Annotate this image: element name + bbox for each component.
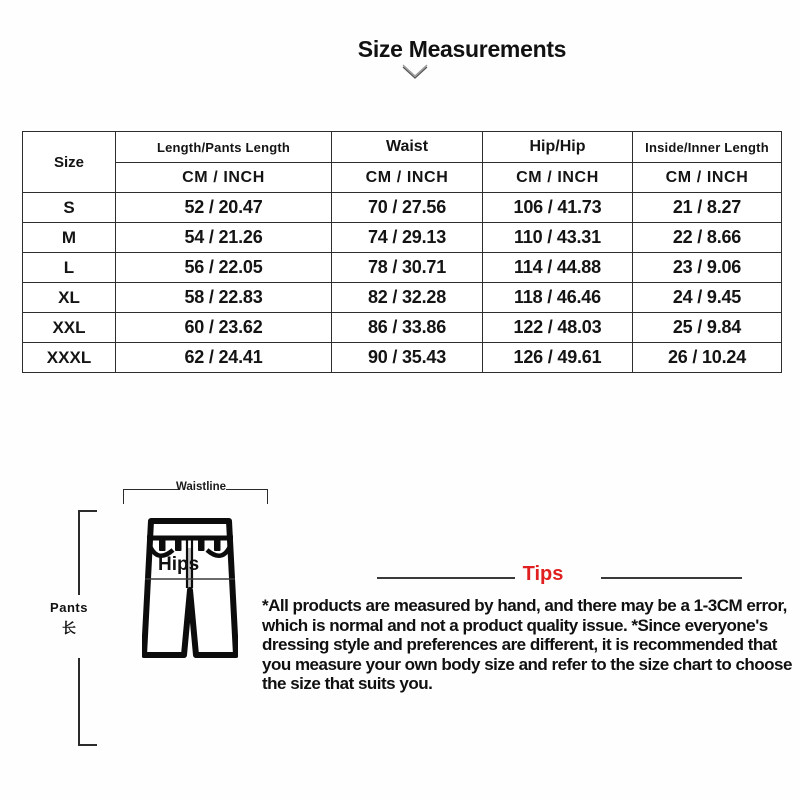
length-value: 52 / 20.47 <box>116 193 332 223</box>
pants-length-bracket-line <box>78 510 80 595</box>
waistline-label: Waistline <box>175 481 227 493</box>
column-header-inside: Inside/Inner Length <box>633 132 782 163</box>
column-header-hip: Hip/Hip <box>483 132 633 163</box>
waist-value: 78 / 30.71 <box>332 253 483 283</box>
tips-divider-right <box>601 577 742 579</box>
table-row <box>23 313 782 343</box>
pants-icon <box>142 518 238 658</box>
inside-value: 25 / 9.84 <box>633 313 782 343</box>
pants-label-cn-text: 长 <box>62 620 76 636</box>
unit-cell: CM / INCH <box>116 163 332 193</box>
pants-length-label <box>38 600 100 638</box>
size-label: XXL <box>23 313 116 343</box>
size-label: S <box>23 193 116 223</box>
size-label: L <box>23 253 116 283</box>
inside-value: 22 / 8.66 <box>633 223 782 253</box>
tips-body: *All products are measured by hand, and there may be a 1-3CM error, which is normal and not a product quality issue. *Since everyone's dressing style and preferences are different, it is recommended that you measure your own body size and refer to the size chart to choose the size that suits you. <box>262 596 792 693</box>
table-row <box>23 283 782 313</box>
pants-length-bracket-tick <box>78 744 97 746</box>
length-value: 62 / 24.41 <box>116 343 332 373</box>
waist-value: 82 / 32.28 <box>332 283 483 313</box>
page-title-text: Size Measurements <box>357 36 567 62</box>
waist-value: 74 / 29.13 <box>332 223 483 253</box>
inside-value: 23 / 9.06 <box>633 253 782 283</box>
hip-value: 118 / 46.46 <box>483 283 633 313</box>
table-row <box>23 223 782 253</box>
length-value: 54 / 21.26 <box>116 223 332 253</box>
unit-cell: CM / INCH <box>332 163 483 193</box>
inside-value: 21 / 8.27 <box>633 193 782 223</box>
inside-value: 26 / 10.24 <box>633 343 782 373</box>
length-value: 56 / 22.05 <box>116 253 332 283</box>
size-column-header: Size <box>23 132 116 193</box>
hip-value: 106 / 41.73 <box>483 193 633 223</box>
size-label: XL <box>23 283 116 313</box>
hips-label: Hips <box>158 554 200 575</box>
table-row <box>23 253 782 283</box>
unit-cell: CM / INCH <box>483 163 633 193</box>
pants-label-text: Pants <box>50 600 88 615</box>
hip-value: 110 / 43.31 <box>483 223 633 253</box>
length-value: 60 / 23.62 <box>116 313 332 343</box>
table-row <box>23 193 782 223</box>
pants-length-bracket-line <box>78 658 80 745</box>
size-label: M <box>23 223 116 253</box>
chevron-down-icon <box>401 63 429 80</box>
column-header-length: Length/Pants Length <box>116 132 332 163</box>
waist-value: 86 / 33.86 <box>332 313 483 343</box>
tips-heading: Tips <box>522 563 564 585</box>
waist-value: 90 / 35.43 <box>332 343 483 373</box>
table-header-row <box>23 132 782 163</box>
hip-value: 122 / 48.03 <box>483 313 633 343</box>
waistline-bracket-tick <box>267 489 268 504</box>
table-row <box>23 343 782 373</box>
table-unit-row <box>23 163 782 193</box>
hip-value: 126 / 49.61 <box>483 343 633 373</box>
size-measurements-table <box>22 131 782 373</box>
waistline-bracket-tick <box>123 489 124 504</box>
length-value: 58 / 22.83 <box>116 283 332 313</box>
waist-value: 70 / 27.56 <box>332 193 483 223</box>
waistline-bracket-line <box>226 489 268 490</box>
pants-length-bracket-tick <box>78 510 97 512</box>
tips-divider-left <box>377 577 515 579</box>
page-title <box>0 36 800 63</box>
size-label: XXXL <box>23 343 116 373</box>
inside-value: 24 / 9.45 <box>633 283 782 313</box>
column-header-waist: Waist <box>332 132 483 163</box>
hip-value: 114 / 44.88 <box>483 253 633 283</box>
unit-cell: CM / INCH <box>633 163 782 193</box>
